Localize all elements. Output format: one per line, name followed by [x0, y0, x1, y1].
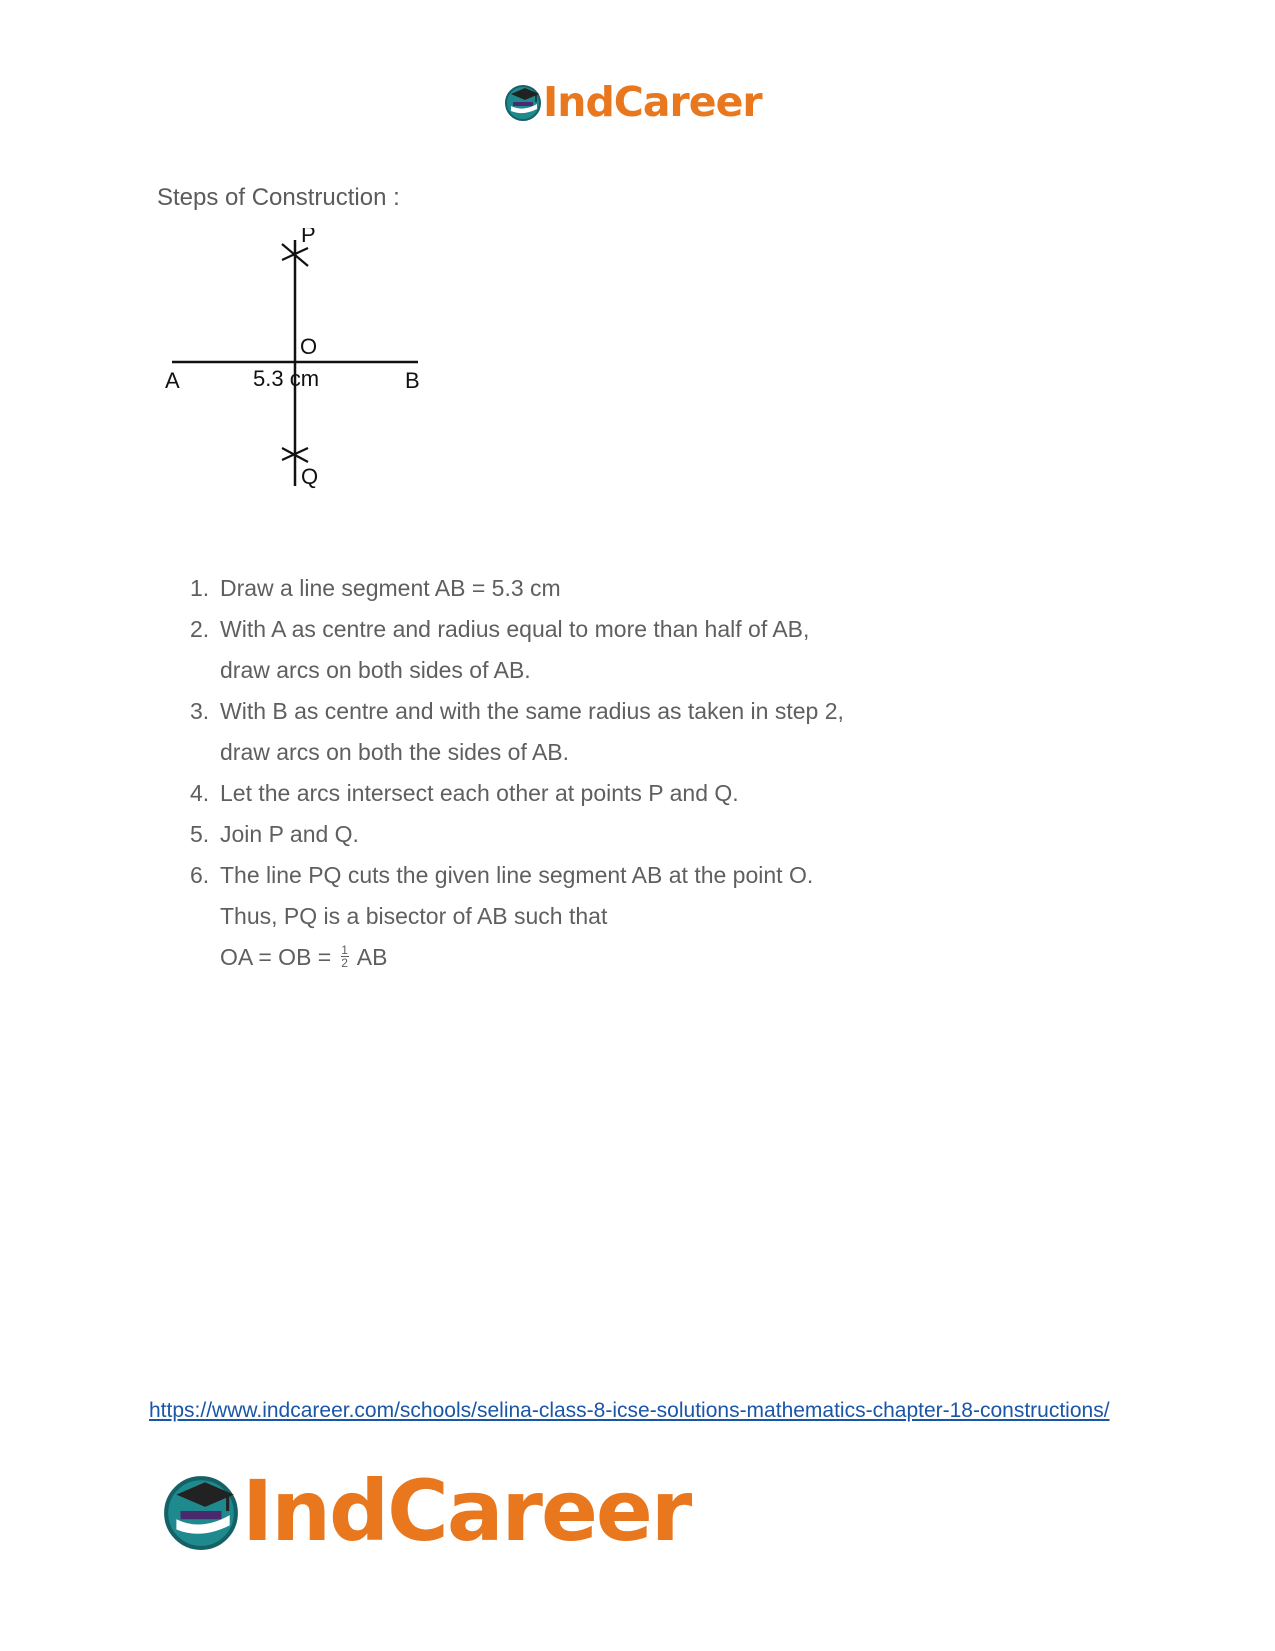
label-q: Q	[301, 464, 319, 489]
list-item: 4. Let the arcs intersect each other at points P and Q.	[190, 780, 739, 806]
fraction-half: $\frac{1}{2}$	[341, 943, 348, 971]
header-logo	[503, 78, 762, 126]
globe-cap-icon	[503, 82, 543, 122]
label-o: O	[300, 334, 318, 359]
label-b: B	[405, 368, 420, 393]
logo-text: IndCareer	[242, 1462, 691, 1560]
label-p: P	[301, 228, 316, 247]
construction-diagram	[165, 228, 445, 503]
list-item: 3. With B as centre and with the same radius as taken in step 2, draw arcs on both the sides of AB.	[190, 698, 844, 765]
bisector-formula: OA = OB = $\frac{1}{2}$ AB	[220, 943, 388, 971]
globe-cap-icon	[160, 1470, 242, 1552]
list-item: 2. With A as centre and radius equal to more than half of AB, draw arcs on both sides of AB.	[190, 616, 810, 683]
section-heading: Steps of Construction :	[157, 184, 400, 211]
list-item: 6. The line PQ cuts the given line segment AB at the point O. Thus, PQ is a bisector of AB such that OA = OB = $\frac{1}{2}$ AB	[190, 855, 950, 978]
source-link[interactable]: https://www.indcareer.com/schools/selina-class-8-icse-solutions-mathematics-chapter-18-constructions/	[149, 1399, 1110, 1422]
list-item: 1. Draw a line segment AB = 5.3 cm	[190, 575, 561, 601]
label-measure: 5.3 cm	[253, 366, 320, 391]
construction-steps	[190, 568, 950, 978]
footer-logo	[160, 1462, 690, 1560]
logo-text: IndCareer	[543, 78, 762, 126]
list-item: 5. Join P and Q.	[190, 821, 359, 847]
label-a: A	[165, 368, 180, 393]
